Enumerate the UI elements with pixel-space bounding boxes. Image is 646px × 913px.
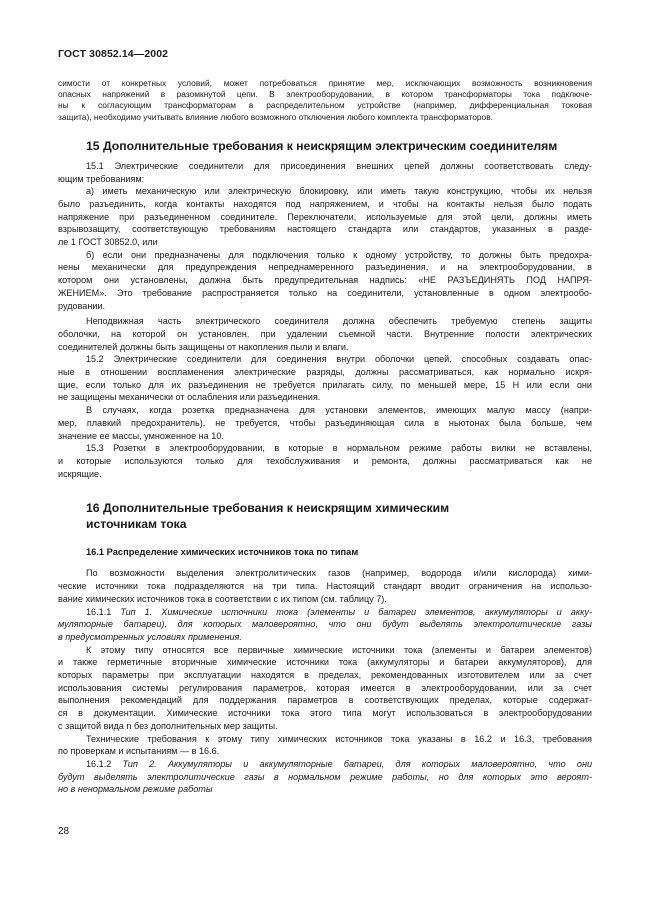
text-line: с защитой вида n без дополнительных мер защиты. — [58, 720, 278, 731]
text-line: было разъединить, когда контакты находятся под напряжением, и чтобы на контакты нельзя было подать — [58, 198, 592, 209]
section-15-2-paragraph — [58, 353, 592, 404]
text-line: соединителей должны быть защищены от накопления пыли и влаги. — [58, 341, 349, 352]
text-line: по проверкам и испытаниям — в 16.6. — [58, 746, 220, 757]
section-16-1-paragraph — [58, 567, 592, 605]
italic-text: Тип 2. Аккумуляторы и аккумуляторные батареи, для которых маловероятно, что они — [122, 758, 592, 769]
intro-paragraph — [58, 78, 592, 123]
text-line: которых параметры при эксплуатации находятся в пределах, рекомендованных изготовителем или за счет — [58, 670, 592, 681]
text-line: Технические требования к этому типу химических источников тока указаны в 16.2 и 16.3, требования — [86, 733, 592, 744]
text-line: рудовании. — [58, 300, 106, 311]
section-15-3-paragraph — [58, 442, 592, 480]
text-line: защита), необходимо учитывать влияние любого возможного отключения любого комплекта трансформаторов. — [58, 111, 493, 122]
page-content — [58, 78, 592, 796]
item-b-paragraph — [58, 249, 592, 313]
text-line: а) иметь механическую или электрическую блокировку, или иметь такую конструкцию, чтобы их нельзя — [86, 186, 592, 197]
text-line: нены механически для предупреждения непреднамеренного разъединения, и на электрооборудовании, в — [58, 262, 592, 273]
section-16-heading — [58, 500, 592, 532]
text-line: ся в документации. Химические источники тока этого типа могут использоваться в электрооборудовании — [58, 708, 592, 719]
section-15-1-paragraph — [58, 160, 592, 173]
text-line: В случаях, когда розетка предназначена для установки элементов, имеющих малую массу (напри- — [86, 405, 592, 416]
text-line: опасных напряжений в разомкнутой цепи. В электрооборудовании, в котором трансформаторы тока подключе- — [58, 89, 592, 100]
text-line: ные в отношении воспламенения электрические разряды, должны рассматриваться, как нормально искря- — [58, 367, 592, 378]
section-16-1-heading: 16.1 Распределение химических источников тока по типам — [86, 547, 359, 558]
text-line: искрящие. — [58, 468, 102, 479]
text-line: муляторные батареи), для которых маловероятно, что они будут выделять электролитические газы — [58, 619, 592, 630]
text-line: ЖЕНИЕМ». Это требование распространяется только на соединители, установленные в одном электрообо- — [58, 287, 592, 298]
text-line: ющим требованиям: — [58, 173, 145, 184]
italic-text: Тип 1. Химические источники тока (элементы и батареи элементов, аккумуляторы и акку- — [120, 606, 592, 617]
section-15-1-paragraph-cont — [58, 173, 592, 186]
type1-description-paragraph — [58, 644, 592, 733]
text-line — [58, 606, 592, 619]
text-line: ле 1 ГОСТ 30852.0, или — [58, 237, 158, 248]
text-line — [58, 758, 592, 771]
text-line: б) если они предназначены для подключения только к одному устройству, то должны быть предохра- — [86, 249, 592, 260]
socket-paragraph — [58, 404, 592, 442]
text-line: мер, плавкий предохранитель), не требуется, чтобы разъединяющая сила в ньютонах была больше, чем — [58, 417, 592, 428]
text-line: напряжение при разъединенном соединителе. Переключатели, используемые для этой цели, должны иметь — [58, 211, 592, 222]
text-line: ны к согласующим трансформаторам в распределительном устройстве (например, дифференциальная токовая — [58, 100, 592, 111]
item-a-paragraph — [58, 185, 592, 249]
text-line: не защищены механически от ослабления или разъединения. — [58, 392, 321, 403]
text-line: в предусмотренных условиях применения. — [58, 631, 242, 642]
heading-line: источникам тока — [86, 517, 187, 532]
text-line: симости от конкретных условий, может потребоваться принятие мер, исключающих возможность возникновения — [58, 78, 592, 88]
section-16-1-1-paragraph — [58, 606, 592, 644]
text-line: щие, если только для их разъединения не требуется прилагать силу, по меньшей мере, 15 Н или если они — [58, 379, 592, 390]
text-line: По возможности выделения электролитических газов (например, водорода и/или кислорода) хими- — [86, 568, 592, 579]
clause-number: 16.1.1 — [86, 606, 121, 617]
page-number: 28 — [58, 826, 70, 837]
section-15-heading: 15 Дополнительные требования к неискрящим электрическим соединителям — [86, 138, 558, 153]
text-line: 15.2 Электрические соединители для соединения внутри оболочки цепей, способных создавать опас- — [86, 354, 592, 365]
text-line: ческие источники тока подразделяются на три типа. Настоящий стандарт вводит ограничения на использо- — [58, 581, 592, 592]
heading-line: 16 Дополнительные требования к неискрящим химическим — [86, 501, 450, 516]
text-line: значение ее массы, умноженное на 10. — [58, 430, 224, 441]
text-line: 15.3 Розетки в электрооборудовании, в которые в нормальном режиме работы вилки не вставлены, — [86, 443, 592, 454]
clause-number: 16.1.2 — [86, 758, 123, 769]
text-line: котором они установлены, должна быть предупредительная надпись: «НЕ РАЗЪЕДИНЯТЬ ПОД НАПРЯ- — [58, 275, 592, 286]
text-line: но в ненормальном режиме работы — [58, 784, 213, 795]
document-header: ГОСТ 30852.14—2002 — [58, 48, 169, 60]
text-line: использования системы регулирования параметров, которая имеется в электрооборудовании, или за счет — [58, 682, 592, 693]
section-16-1-2-paragraph — [58, 758, 592, 796]
text-line: Неподвижная часть электрического соединителя должна обеспечить требуемую степень защиты — [86, 316, 592, 327]
text-line: будут выделять электролитические газы в нормальном режиме работы, но для которых это вероят- — [58, 771, 592, 782]
text-line: вание химических источников тока в соответствии с их типом (см. таблицу 7). — [58, 593, 387, 604]
text-line: 15.1 Электрические соединители для присоединения внешних цепей должны соответствовать следу- — [86, 160, 592, 171]
text-line: взрывозащиту, соответствующую требованиям настоящего стандарта или стандартов, указанных в разде- — [58, 224, 592, 235]
fixed-part-paragraph — [58, 315, 592, 353]
text-line: оболочки, на которой он установлен, при удалении съемной части. Внутренние полости электрических — [58, 328, 592, 339]
text-line: выполнения рекомендаций для поддержания параметров в соответствующих пределах, которые содержат- — [58, 695, 592, 706]
text-line: К этому типу относятся все первичные химические источники тока (элементы и батареи элементов) — [86, 644, 592, 655]
technical-requirements-paragraph — [58, 733, 592, 758]
text-line: и также герметичные вторичные химические источники тока (аккумуляторы и батареи аккумуляторов), для — [58, 657, 592, 668]
text-line: и которые используются только для техобслуживания и ремонта, должны рассматриваться как не — [58, 455, 592, 466]
